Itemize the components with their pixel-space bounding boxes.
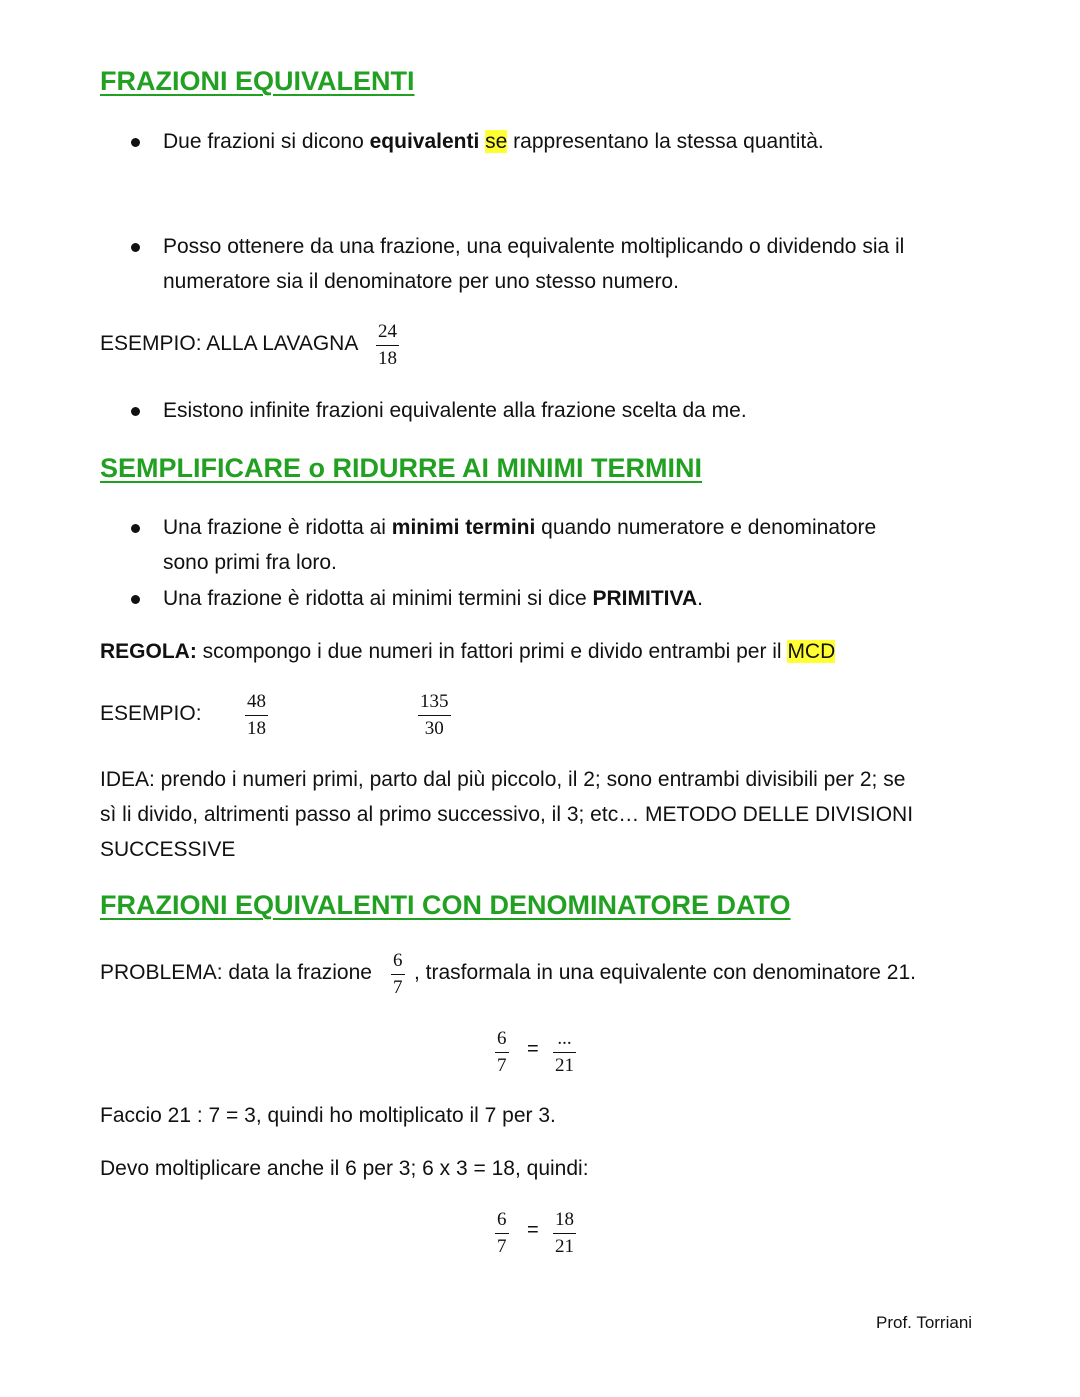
s2-idea-line1: IDEA: prendo i numeri primi, parto dal più piccolo, il 2; sono entrambi divisibili per 2; se	[100, 768, 906, 791]
eq2-left-fraction	[495, 1208, 509, 1259]
s3-problem-pre: PROBLEMA: data la frazione	[100, 961, 372, 984]
s2-example-label: ESEMPIO:	[100, 702, 202, 725]
bullet-icon	[131, 524, 140, 533]
denominator: 21	[555, 1236, 574, 1257]
numerator: 6	[497, 1028, 507, 1049]
numerator: 6	[497, 1209, 507, 1230]
heading-frazioni-equivalenti: FRAZIONI EQUIVALENTI	[100, 66, 415, 96]
denominator: 7	[497, 1236, 507, 1257]
s2-idea-line2: sì li divido, altrimenti passo al primo successivo, il 3; etc… METODO DELLE DIVISIONI	[100, 803, 914, 826]
text: rappresentano la stessa quantità.	[507, 130, 824, 153]
fraction-bar	[553, 1233, 576, 1234]
footer-author: Prof. Torriani	[876, 1313, 973, 1332]
denominator: 18	[378, 348, 397, 369]
heading-semplificare: SEMPLIFICARE o RIDURRE AI MINIMI TERMINI	[100, 453, 702, 483]
eq2-equals: =	[527, 1219, 539, 1241]
s1-bullet-2-line2: numeratore sia il denominatore per uno stesso numero.	[163, 270, 679, 293]
text: Una frazione è ridotta ai minimi termini si dice	[163, 587, 593, 610]
fraction-24-18	[376, 320, 399, 371]
s2-bullet-1-line1	[163, 510, 876, 545]
bold-term: PRIMITIVA	[592, 587, 698, 610]
fraction-bar	[553, 1052, 576, 1053]
numerator: ...	[557, 1028, 572, 1049]
fraction-bar	[495, 1233, 509, 1234]
eq1-right-fraction	[553, 1027, 576, 1078]
bullet-icon	[131, 243, 140, 252]
fraction-6-7	[391, 949, 405, 1000]
numerator: 18	[555, 1209, 574, 1230]
s2-idea-line3: SUCCESSIVE	[100, 838, 236, 861]
fraction-bar	[376, 345, 399, 346]
numerator: 48	[247, 691, 266, 712]
bold-term: minimi termini	[391, 516, 536, 539]
fraction-135-30	[418, 690, 451, 741]
highlighted-word: MCD	[787, 640, 836, 663]
denominator: 7	[497, 1055, 507, 1076]
bullet-icon	[131, 138, 140, 147]
bullet-icon	[131, 595, 140, 604]
denominator: 30	[424, 718, 444, 739]
s3-problem-post: , trasformala in una equivalente con denominatore 21.	[414, 961, 916, 984]
s3-line1: Faccio 21 : 7 = 3, quindi ho moltiplicato il 7 per 3.	[100, 1104, 556, 1127]
numerator: 6	[393, 950, 403, 971]
heading-denominatore-dato: FRAZIONI EQUIVALENTI CON DENOMINATORE DATO	[100, 890, 791, 920]
rule-label: REGOLA:	[100, 640, 197, 663]
s1-example-label: ESEMPIO: ALLA LAVAGNA	[100, 332, 359, 355]
bold-term: equivalenti	[369, 130, 480, 153]
s2-bullet-1-line2: sono primi fra loro.	[163, 551, 337, 574]
text: Due frazioni si dicono	[163, 130, 370, 153]
s3-line2: Devo moltiplicare anche il 6 per 3; 6 x 3 = 18, quindi:	[100, 1157, 589, 1180]
eq1-left-fraction	[495, 1027, 509, 1078]
denominator: 21	[555, 1055, 574, 1076]
text: scompongo i due numeri in fattori primi e divido entrambi per il	[196, 640, 788, 663]
s1-bullet-3: Esistono infinite frazioni equivalente alla frazione scelta da me.	[163, 399, 747, 422]
numerator: 24	[378, 321, 397, 342]
bullet-icon	[131, 407, 140, 416]
text: Una frazione è ridotta ai	[163, 516, 392, 539]
text: .	[697, 587, 703, 610]
denominator: 7	[393, 977, 403, 998]
eq1-equals: =	[527, 1038, 539, 1060]
denominator: 18	[247, 718, 266, 739]
fraction-48-18	[245, 690, 268, 741]
s2-bullet-2	[163, 581, 703, 616]
fraction-bar	[391, 974, 405, 975]
s1-bullet-1	[163, 124, 824, 159]
eq2-right-fraction	[553, 1208, 576, 1259]
s1-bullet-2-line1: Posso ottenere da una frazione, una equivalente moltiplicando o dividendo sia il	[163, 235, 905, 258]
fraction-bar	[495, 1052, 509, 1053]
s2-rule	[100, 634, 835, 669]
fraction-bar	[418, 715, 451, 716]
text: quando numeratore e denominatore	[535, 516, 877, 539]
fraction-bar	[245, 715, 268, 716]
highlighted-word: se	[485, 130, 508, 153]
numerator: 135	[420, 691, 449, 712]
